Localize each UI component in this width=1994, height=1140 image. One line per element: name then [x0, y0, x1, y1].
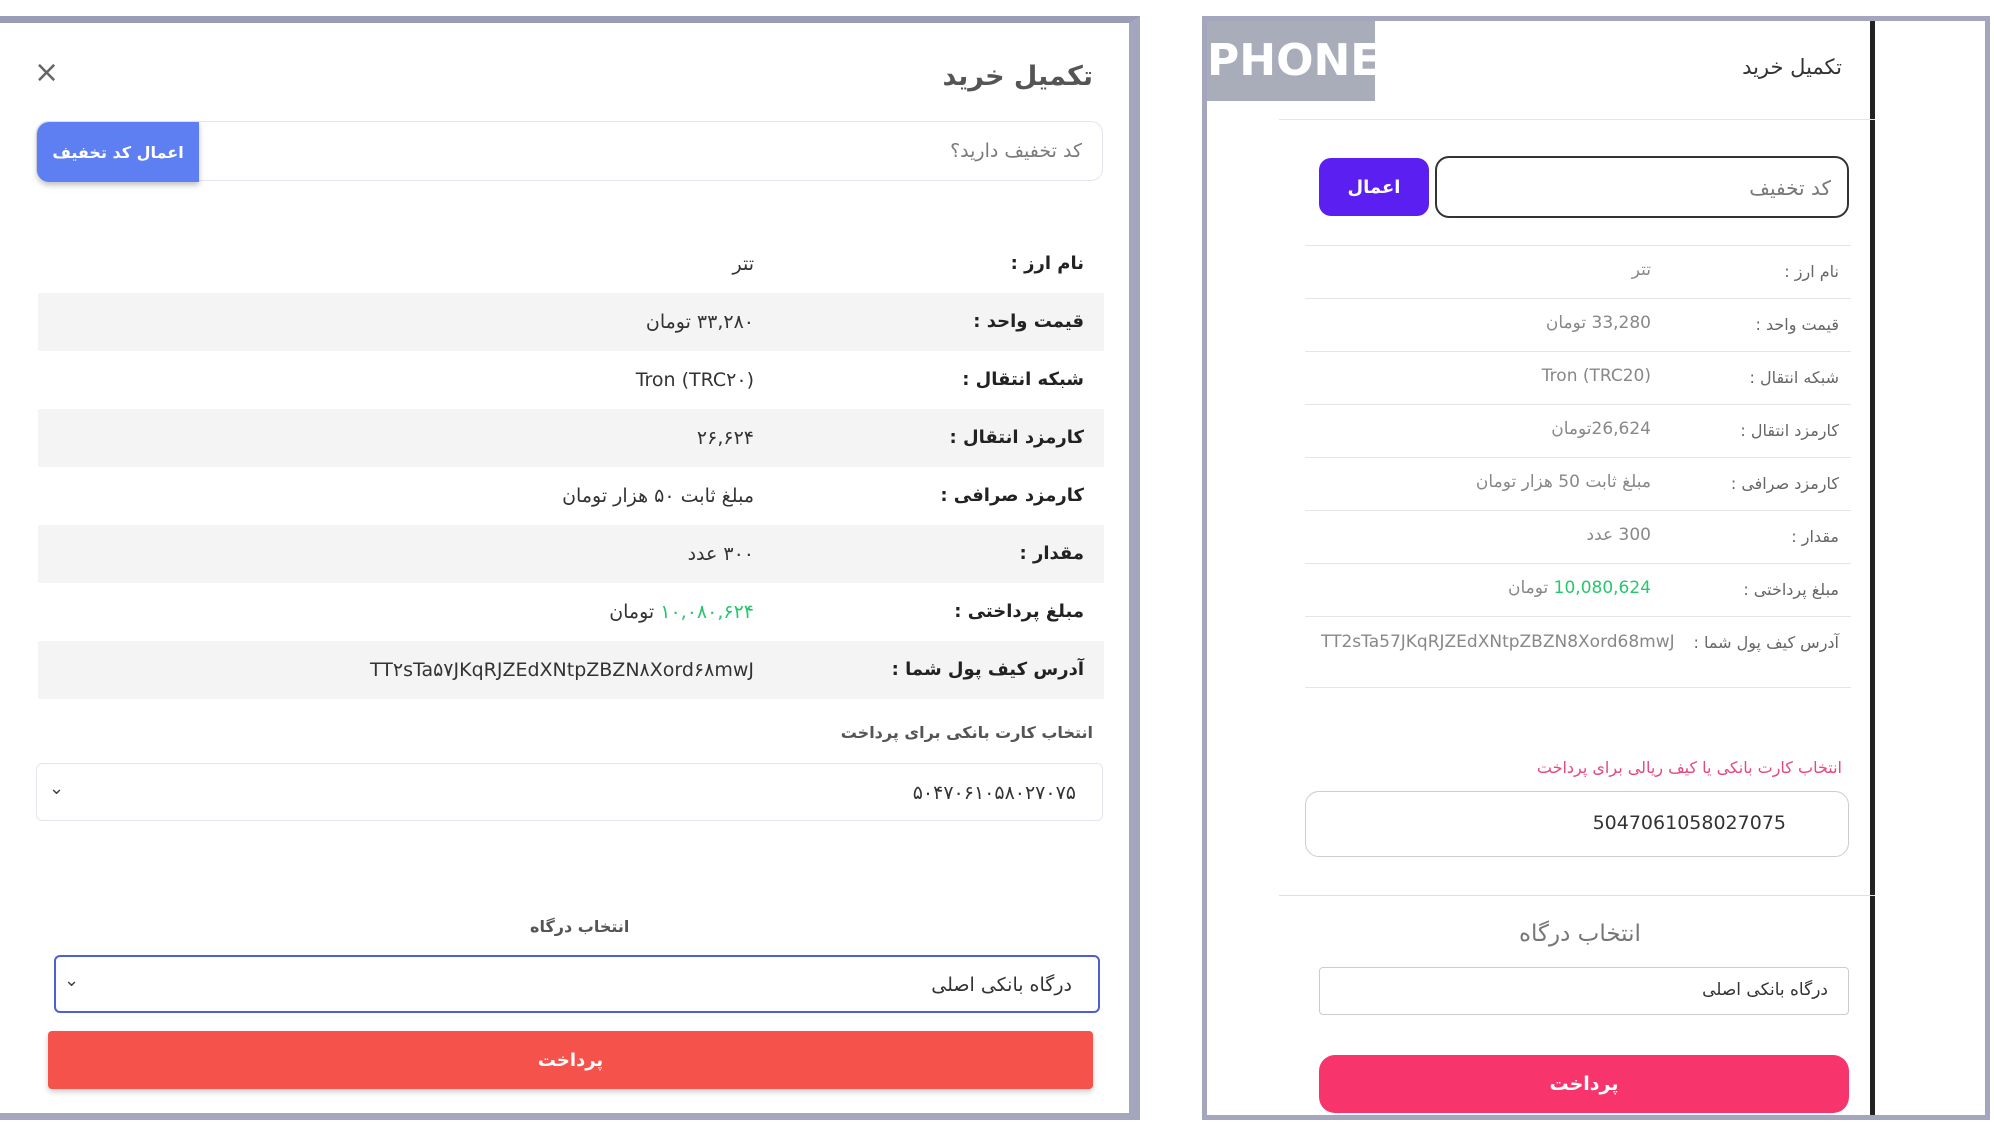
detail-label: شبکه انتقال : [962, 369, 1084, 390]
detail-value: تتر [1631, 260, 1651, 280]
detail-value: TT2sTa57JKqRJZEdXNtpZBZN8Xord68mwJ [1321, 632, 1675, 652]
detail-value: ۳۳,۲۸۰ تومان [645, 311, 754, 333]
detail-value: مبلغ ثابت 50 هزار تومان [1475, 472, 1651, 492]
phone-tag: PHONE [1207, 21, 1375, 101]
payment-amount: 10,080,624 [1553, 578, 1651, 598]
gateway-label: انتخاب درگاه [530, 917, 630, 936]
detail-row-exchange-fee [1305, 457, 1851, 510]
detail-label: مقدار : [1791, 527, 1839, 546]
order-details [1305, 245, 1851, 688]
bank-card-select[interactable] [36, 763, 1103, 821]
detail-value: ۳۰۰ عدد [687, 543, 754, 565]
divider [1279, 895, 1875, 896]
order-details [38, 235, 1104, 699]
detail-row-unit-price [1305, 298, 1851, 351]
detail-label: کارمزد صرافی : [940, 485, 1084, 506]
discount-field [1435, 156, 1849, 218]
gateway-value: درگاه بانکی اصلی [1702, 980, 1828, 1000]
bank-card-label: انتخاب کارت بانکی برای پرداخت [840, 723, 1093, 742]
desktop-purchase-modal [0, 16, 1140, 1120]
detail-label: کارمزد انتقال : [949, 427, 1084, 448]
detail-label: مبلغ پرداختی : [1743, 580, 1839, 599]
detail-row-wallet-address [1305, 616, 1851, 688]
gateway-label: انتخاب درگاه [1519, 921, 1641, 947]
detail-row-transfer-fee [38, 409, 1104, 467]
detail-row-exchange-fee [38, 467, 1104, 525]
detail-row-payment-amount [38, 583, 1104, 641]
detail-row-quantity [38, 525, 1104, 583]
pay-button[interactable]: پرداخت [48, 1031, 1093, 1089]
detail-value [1508, 578, 1651, 598]
detail-row-payment-amount [1305, 563, 1851, 616]
pay-button[interactable]: پرداخت [1319, 1055, 1849, 1113]
close-icon[interactable]: × [34, 55, 60, 90]
detail-label: مبلغ پرداختی : [954, 601, 1084, 622]
phone-screen [1207, 21, 1875, 1115]
detail-value: Tron (TRC20) [1541, 366, 1651, 386]
detail-value: TT۲sTa۵۷JKqRJZEdXNtpZBZN۸Xord۶۸mwJ [370, 659, 754, 681]
detail-label: قیمت واحد : [1755, 315, 1839, 334]
detail-label: نام ارز : [1010, 253, 1084, 274]
bank-card-label: انتخاب کارت بانکی یا کیف ریالی برای پرداخت [1536, 758, 1842, 777]
detail-value: Tron (TRC۲۰) [635, 369, 754, 391]
detail-value [609, 601, 754, 623]
chevron-down-icon: ⌄ [64, 970, 80, 991]
detail-value: 33,280 تومان [1545, 313, 1651, 333]
currency-unit: تومان [609, 601, 655, 623]
divider [1279, 119, 1875, 120]
detail-label: کارمزد صرافی : [1730, 474, 1839, 493]
detail-value: تتر [732, 253, 754, 275]
modal-title: تکمیل خرید [1742, 55, 1842, 79]
detail-value: 26,624تومان [1551, 419, 1651, 439]
bank-card-value: ۵۰۴۷۰۶۱۰۵۸۰۲۷۰۷۵ [912, 782, 1076, 804]
apply-discount-button[interactable]: اعمال کد تخفیف [37, 122, 199, 182]
currency-unit: تومان [1507, 578, 1549, 598]
phone-purchase-view [1202, 16, 1990, 1120]
detail-value: ۲۶,۶۲۴ [696, 427, 754, 449]
payment-amount: ۱۰,۰۸۰,۶۲۴ [660, 601, 754, 623]
detail-row-unit-price [38, 293, 1104, 351]
detail-label: مقدار : [1019, 543, 1084, 564]
detail-row-wallet-address [38, 641, 1104, 699]
detail-label: قیمت واحد : [973, 311, 1084, 332]
detail-value: مبلغ ثابت ۵۰ هزار تومان [562, 485, 754, 507]
detail-label: آدرس کیف پول شما : [891, 659, 1084, 680]
detail-row-network [1305, 351, 1851, 404]
discount-input[interactable] [1469, 168, 1833, 208]
gateway-value: درگاه بانکی اصلی [931, 974, 1072, 996]
detail-label: آدرس کیف پول شما : [1693, 633, 1839, 652]
detail-row-network [38, 351, 1104, 409]
detail-row-quantity [1305, 510, 1851, 563]
detail-value: 300 عدد [1586, 525, 1651, 545]
detail-row-currency [1305, 245, 1851, 298]
modal-title: تکمیل خرید [942, 61, 1093, 92]
gateway-select[interactable] [1319, 967, 1849, 1015]
chevron-down-icon: ⌄ [49, 778, 65, 799]
bank-card-value: 5047061058027075 [1592, 812, 1786, 834]
gateway-select[interactable] [54, 955, 1100, 1013]
detail-label: نام ارز : [1784, 262, 1839, 281]
bank-card-select[interactable] [1305, 791, 1849, 857]
discount-field [36, 121, 1103, 181]
apply-discount-button[interactable]: اعمال [1319, 158, 1429, 216]
detail-row-currency [38, 235, 1104, 293]
detail-label: شبکه انتقال : [1749, 368, 1839, 387]
discount-input[interactable] [260, 130, 1084, 172]
detail-row-transfer-fee [1305, 404, 1851, 457]
detail-label: کارمزد انتقال : [1740, 421, 1839, 440]
